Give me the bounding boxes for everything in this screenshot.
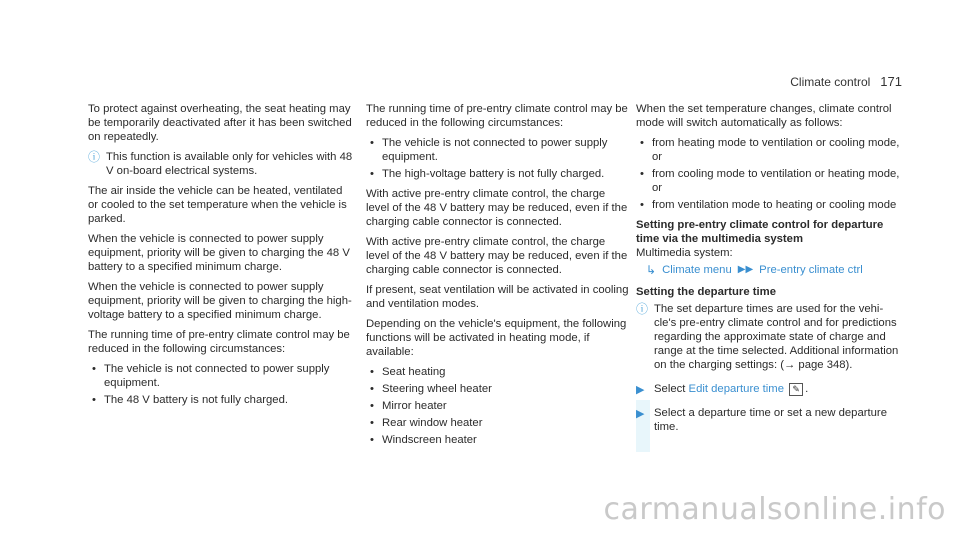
info-note	[88, 150, 353, 178]
paragraph: When the vehicle is connected to power supply equipment, priority will be given to charging the 48 V battery to a specified minimum charge.	[88, 233, 350, 273]
list-item: • from ventilation mode to heating or cooling mode	[636, 198, 901, 212]
paragraph: When the set temperature changes, climate control mode will switch automatically as follows:	[636, 103, 892, 129]
step-arrow-icon: ▶	[636, 384, 645, 396]
paragraph: Depending on the vehicle's equipment, the following functions will be activated in heating mode, if available:	[366, 318, 627, 358]
pencil-icon[interactable]: ✎	[789, 383, 803, 396]
list-item: • Mirror heater	[366, 399, 631, 413]
bullet-list	[88, 362, 353, 407]
paragraph: The running time of pre-entry climate control may be reduced in the following circumstances:	[366, 103, 628, 129]
step-prefix: Select	[654, 383, 686, 395]
bullet-list	[636, 136, 901, 212]
column-3	[636, 102, 901, 440]
step-1: ▶ Select Edit departure time ✎ .	[636, 383, 809, 396]
page-number: 171	[880, 74, 902, 89]
menu-path	[646, 263, 901, 277]
paragraph: With active pre-entry climate control, the charge level of the 48 V battery may be reduced, even if the charging cable connector is connected.	[366, 236, 628, 276]
list-item: • Windscreen heater	[366, 433, 631, 447]
list-item: • Steering wheel heater	[366, 382, 631, 396]
list-item: • The 48 V battery is not fully charged.	[88, 393, 353, 407]
system-label: Multimedia system:	[636, 247, 733, 259]
paragraph: The running time of pre-entry climate control may be reduced in the following circumstances:	[88, 329, 350, 355]
note-text: The set departure times are used for the vehicle's pre-entry climate control and for predictions regarding the approximate state of charge and range at the time selected. Additional information on the charging settings: (→ page 348).	[654, 303, 899, 371]
paragraph: If present, seat ventilation will be activated in cooling and ventilation modes.	[366, 284, 629, 310]
list-item: • from heating mode to ventilation or cooling mode, or	[636, 136, 901, 164]
edit-departure-time-link[interactable]: Edit departure time	[688, 383, 784, 395]
list-item: • Seat heating	[366, 365, 631, 379]
menu-path-item[interactable]: Climate menu	[662, 264, 732, 276]
info-note	[636, 302, 901, 372]
section-heading: Setting pre-entry climate control for departure time via the multimedia system	[636, 219, 884, 245]
note-text: This function is available only for vehicles with 48 V on-board electrical systems.	[106, 151, 353, 177]
section-title: Climate control	[790, 75, 871, 89]
info-icon: ⓘ	[636, 302, 649, 316]
column-2	[366, 102, 631, 453]
step-2	[636, 406, 901, 434]
step-arrow-icon: ▶	[636, 408, 645, 420]
info-icon: ⓘ	[88, 150, 101, 164]
paragraph: To protect against overheating, the seat heating may be temporarily deactivated after it has been switched on repeatedly.	[88, 103, 352, 143]
list-item: • from cooling mode to ventilation or heating mode, or	[636, 167, 901, 195]
paragraph: With active pre-entry climate control, the charge level of the 48 V battery may be reduced, even if the charging cable connector is connected.	[366, 188, 628, 228]
paragraph: The air inside the vehicle can be heated, ventilated or cooled to the set temperature when the vehicle is parked.	[88, 185, 347, 225]
step-text: Select a departure time or set a new departure time.	[654, 407, 887, 433]
list-item: • Rear window heater	[366, 416, 631, 430]
bullet-list	[366, 365, 631, 447]
subheading: Setting the departure time	[636, 286, 776, 298]
column-1	[88, 102, 353, 413]
list-item: • The high-voltage battery is not fully charged.	[366, 167, 631, 181]
list-item: • The vehicle is not connected to power supply equipment.	[366, 136, 631, 164]
watermark: carmanualsonline.info	[603, 492, 946, 527]
list-item: • The vehicle is not connected to power supply equipment.	[88, 362, 353, 390]
bullet-list	[366, 136, 631, 181]
double-chevron-icon: ▶▶	[737, 264, 754, 275]
menu-path-item[interactable]: Pre-entry climate ctrl	[759, 264, 863, 276]
return-arrow-icon: ↳	[646, 263, 657, 277]
page-header	[790, 74, 902, 89]
paragraph: When the vehicle is connected to power supply equipment, priority will be given to charging the high-voltage battery to a specified minimum charge.	[88, 281, 352, 321]
